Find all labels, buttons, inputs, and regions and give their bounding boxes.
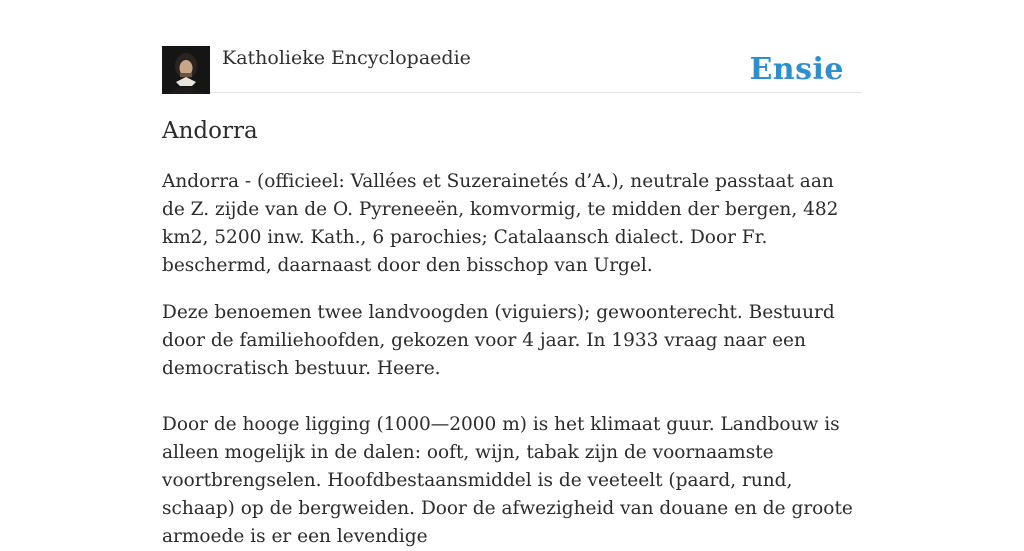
article-paragraph: Andorra - (officieel: Vallées et Suzerainetés d’A.), neutrale passtaat aan de Z. zijde van de O. Pyreneeën, komvormig, te midden der bergen, 482 km2, 5200 inw. Kath., 6 parochies; Catalaansch dialect. Door Fr. beschermd, daarnaast door den bisschop van Urgel. [162, 171, 839, 276]
article-title: Andorra [162, 118, 258, 144]
article-paragraph: Door de hooge ligging (1000—2000 m) is het klimaat guur. Landbouw is alleen mogelijk in de dalen: ooft, wijn, tabak zijn de voornaamste voortbrengselen. Hoofdbestaansmiddel is de veeteelt (paard, rund, schaap) op de bergweiden. Door de afwezigheid van douane en de groote armoede is er een levendige [162, 414, 853, 547]
portrait-avatar[interactable] [162, 46, 210, 94]
site-header [162, 46, 862, 93]
portrait-icon [162, 46, 210, 94]
source-name[interactable]: Katholieke Encyclopaedie [222, 47, 471, 69]
article-body [162, 168, 862, 551]
ensie-logo[interactable]: Ensie [749, 52, 844, 87]
article-paragraph: Deze benoemen twee landvoogden (viguiers); gewoonterecht. Bestuurd door de familiehoofden, gekozen voor 4 jaar. In 1933 vraag naar een democratisch bestuur. Heere. [162, 302, 835, 379]
